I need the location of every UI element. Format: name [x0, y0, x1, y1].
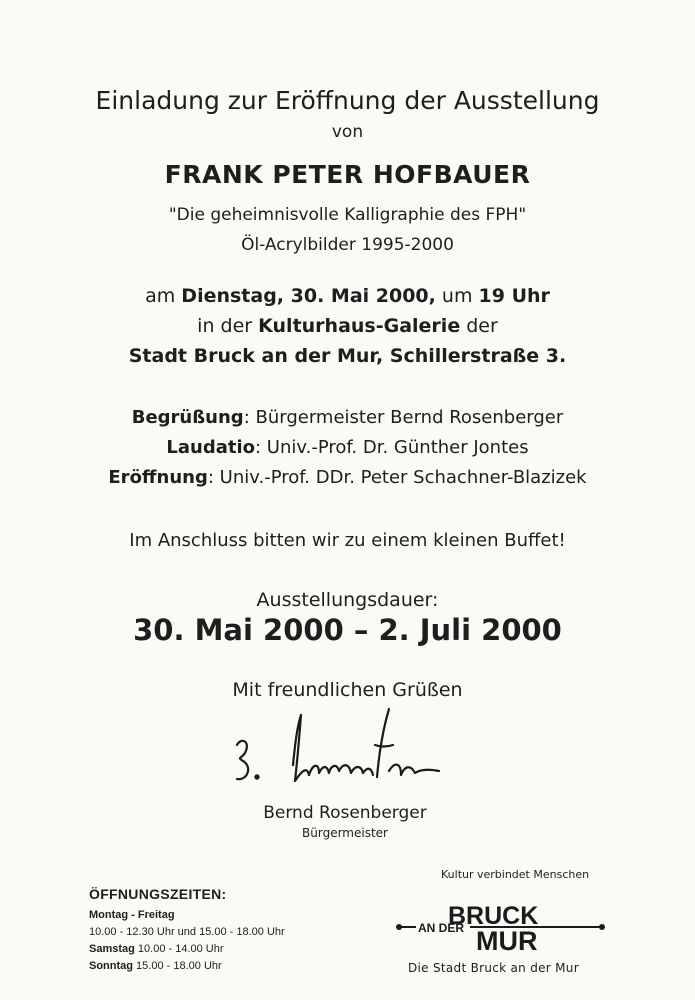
hours-row — [89, 907, 285, 924]
event-date-line — [0, 285, 695, 307]
signer-name: Bernd Rosenberger — [263, 803, 427, 823]
closing-greeting: Mit freundlichen Grüßen — [232, 679, 463, 701]
event-um: um — [435, 285, 479, 307]
event-in-der: in der — [197, 315, 259, 337]
hours-time: 15.00 - 18.00 Uhr — [133, 960, 222, 972]
logo-dot-left — [396, 924, 402, 930]
von-text: von — [331, 122, 364, 142]
invitation-heading: Einladung zur Eröffnung der Ausstellung — [95, 86, 600, 115]
opening-hours — [89, 886, 285, 975]
hours-row — [89, 941, 285, 958]
hours-row — [89, 958, 285, 975]
duration-dates: 30. Mai 2000 – 2. Juli 2000 — [133, 613, 562, 647]
duration-label: Ausstellungsdauer: — [256, 589, 439, 611]
opening-hours-title: ÖFFNUNGSZEITEN: — [89, 886, 227, 902]
hours-row — [89, 924, 285, 941]
event-day: Dienstag, 30. Mai 2000, — [181, 285, 436, 307]
event-am: am — [145, 285, 182, 307]
hours-day: Sonntag — [89, 960, 133, 972]
program-value: Bürgermeister Bernd Rosenberger — [255, 407, 564, 428]
signature-image — [225, 705, 465, 800]
program-greeting: Begrüßung: Bürgermeister Bernd Rosenberger — [131, 407, 564, 428]
event-time: 19 Uhr — [478, 285, 550, 307]
program-label: Begrüßung — [131, 407, 244, 428]
tagline: Kultur verbindet Menschen — [441, 868, 590, 881]
logo-word-bruck: BRUCK — [448, 902, 539, 930]
hours-time: 10.00 - 14.00 Uhr — [134, 943, 224, 955]
event-venue: Kulturhaus-Galerie — [258, 315, 461, 337]
hours-day: Samstag — [89, 943, 135, 955]
logo-dot-right — [599, 924, 605, 930]
hours-time: 10.00 - 12.30 Uhr und 15.00 - 18.00 Uhr — [89, 926, 285, 938]
program-label: Laudatio — [166, 437, 255, 458]
program-opening: Eröffnung: Univ.-Prof. DDr. Peter Schachner-Blazizek — [108, 467, 587, 488]
buffet-note: Im Anschluss bitten wir zu einem kleinen Buffet! — [129, 530, 566, 551]
bruck-logo — [396, 900, 606, 954]
program-laudatio: Laudatio: Univ.-Prof. Dr. Günther Jontes — [166, 437, 529, 458]
artist-name: FRANK PETER HOFBAUER — [164, 160, 531, 189]
logo-caption: Die Stadt Bruck an der Mur — [408, 961, 579, 975]
event-der: der — [460, 315, 498, 337]
exhibit-title: "Die geheimnisvolle Kalligraphie des FPH" — [168, 205, 527, 225]
event-address: Stadt Bruck an der Mur, Schillerstraße 3. — [128, 345, 567, 367]
hours-day: Montag - Freitag — [89, 909, 175, 921]
exhibit-medium: Öl-Acrylbilder 1995-2000 — [241, 235, 454, 255]
program-value: Univ.-Prof. Dr. Günther Jontes — [266, 437, 529, 458]
event-venue-line — [0, 315, 695, 337]
program-value: Univ.-Prof. DDr. Peter Schachner-Blazizek — [219, 467, 587, 488]
logo-word-an-der: AN DER — [418, 921, 465, 935]
program-label: Eröffnung — [108, 467, 208, 488]
logo-word-mur: MUR — [476, 926, 538, 954]
signer-title: Bürgermeister — [302, 826, 388, 840]
